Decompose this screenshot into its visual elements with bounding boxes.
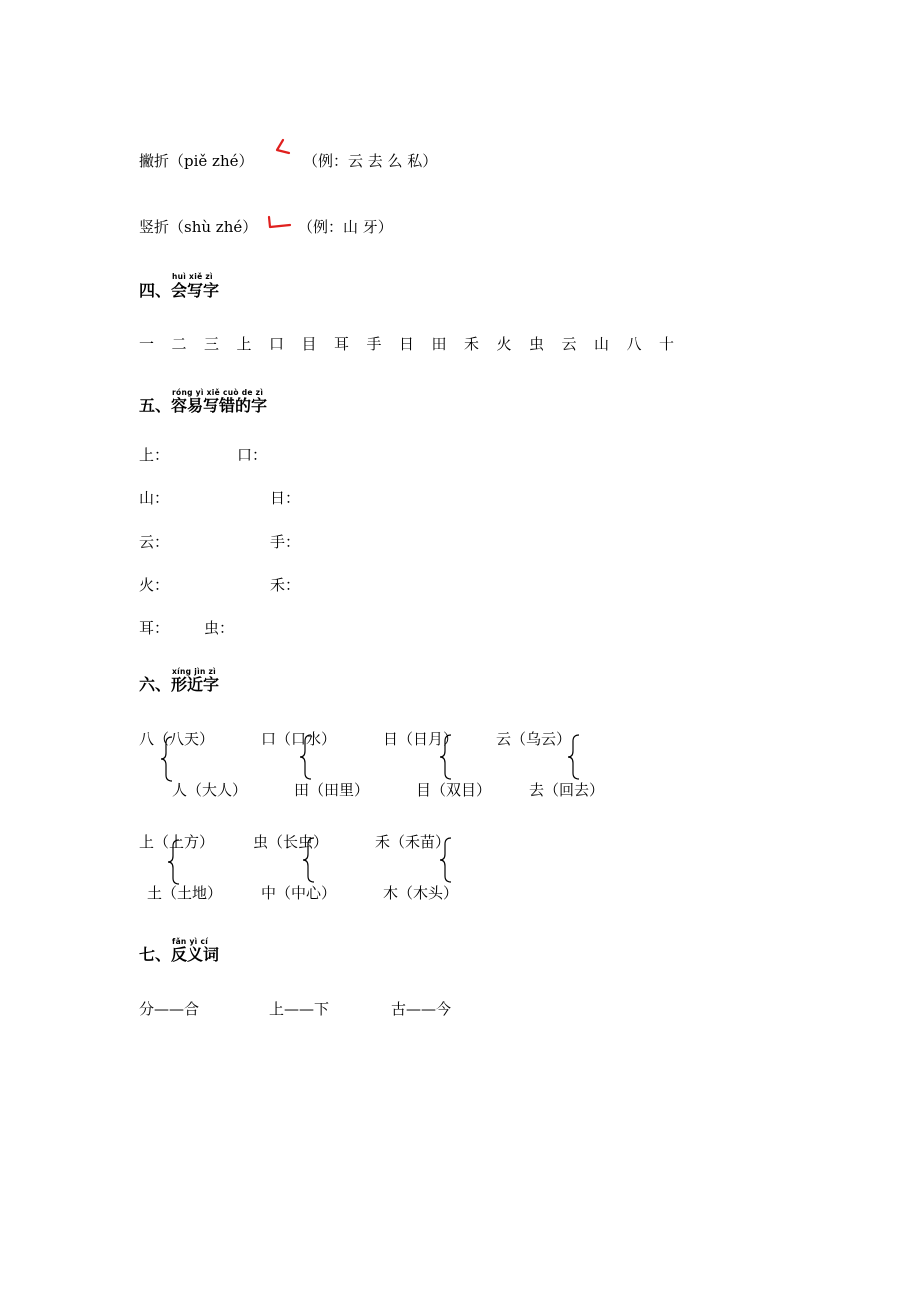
similar-char-bottom: 目（双目） xyxy=(416,781,492,799)
char-item: 耳 xyxy=(334,335,350,353)
char-item: 手 xyxy=(366,335,382,353)
antonym-pair: 古——今 xyxy=(391,1000,452,1018)
char-item: 田 xyxy=(431,335,447,353)
similar-char-bottom: 土（土地） xyxy=(147,884,223,902)
char-item: 八 xyxy=(626,335,642,353)
brace-icon xyxy=(438,733,454,781)
easy-wrong-item: 手： xyxy=(270,533,301,551)
char-item: 云 xyxy=(561,335,577,353)
piezhe-stroke-icon xyxy=(273,137,295,159)
section5-title: 五、容易写错的字 xyxy=(139,396,268,415)
char-item: 火 xyxy=(496,335,512,353)
brace-icon xyxy=(301,836,317,884)
easy-wrong-item: 火： xyxy=(139,576,170,594)
brace-icon xyxy=(438,836,454,884)
easy-wrong-item: 云： xyxy=(139,533,170,551)
section7-pinyin: fǎn yì cí xyxy=(172,937,209,946)
char-item: 三 xyxy=(204,335,220,353)
char-item: 口 xyxy=(269,335,285,353)
similar-char-bottom: 中（中心） xyxy=(261,884,337,902)
similar-char-bottom: 去（回去） xyxy=(529,781,605,799)
char-item: 山 xyxy=(594,335,610,353)
shuzhe-stroke-icon xyxy=(265,214,293,234)
antonym-pair: 分——合 xyxy=(139,1000,200,1018)
section7-title: 七、反义词 xyxy=(139,945,220,964)
easy-wrong-item: 山： xyxy=(139,489,170,507)
antonym-pair: 上——下 xyxy=(269,1000,330,1018)
char-item: 十 xyxy=(659,335,675,353)
char-item: 虫 xyxy=(529,335,545,353)
similar-char-top: 八（八天） xyxy=(139,730,215,748)
section4-pinyin: huì xiě zì xyxy=(172,272,213,281)
easy-wrong-item: 耳： xyxy=(139,619,170,637)
brace-icon xyxy=(166,838,182,886)
brace-icon xyxy=(298,733,314,781)
char-item: 一 xyxy=(139,335,155,353)
similar-char-top: 上（上方） xyxy=(139,833,215,851)
similar-char-top: 口（口水） xyxy=(261,730,337,748)
easy-wrong-item: 虫： xyxy=(204,619,235,637)
char-item: 二 xyxy=(171,335,187,353)
piezhe-example: （例：云 去 么 私） xyxy=(303,152,438,170)
easy-wrong-item: 日： xyxy=(270,489,301,507)
section6-pinyin: xíng jìn zì xyxy=(172,667,217,676)
similar-char-bottom: 人（大人） xyxy=(172,781,248,799)
char-item: 上 xyxy=(236,335,252,353)
easy-wrong-item: 口： xyxy=(237,446,268,464)
char-item: 禾 xyxy=(464,335,480,353)
section4-title: 四、会写字 xyxy=(139,281,220,300)
piezhe-label: 撇折（piě zhé） xyxy=(139,152,254,170)
easy-wrong-item: 禾： xyxy=(270,576,301,594)
section4-char-list xyxy=(139,337,692,352)
similar-char-bottom: 木（木头） xyxy=(383,884,459,902)
shuzhe-example: （例：山 牙） xyxy=(298,218,393,236)
similar-char-bottom: 田（田里） xyxy=(294,781,370,799)
similar-char-top: 日（日月） xyxy=(383,730,459,748)
section6-title: 六、形近字 xyxy=(139,675,220,694)
section5-pinyin: róng yì xiě cuò de zì xyxy=(172,388,264,397)
char-item: 目 xyxy=(301,335,317,353)
brace-icon xyxy=(566,733,582,781)
similar-char-top: 云（乌云） xyxy=(496,730,572,748)
brace-icon xyxy=(159,735,175,783)
easy-wrong-item: 上： xyxy=(139,446,170,464)
char-item: 日 xyxy=(399,335,415,353)
similar-char-top: 虫（长虫） xyxy=(253,833,329,851)
shuzhe-label: 竖折（shù zhé） xyxy=(139,218,258,236)
similar-char-top: 禾（禾苗） xyxy=(375,833,451,851)
